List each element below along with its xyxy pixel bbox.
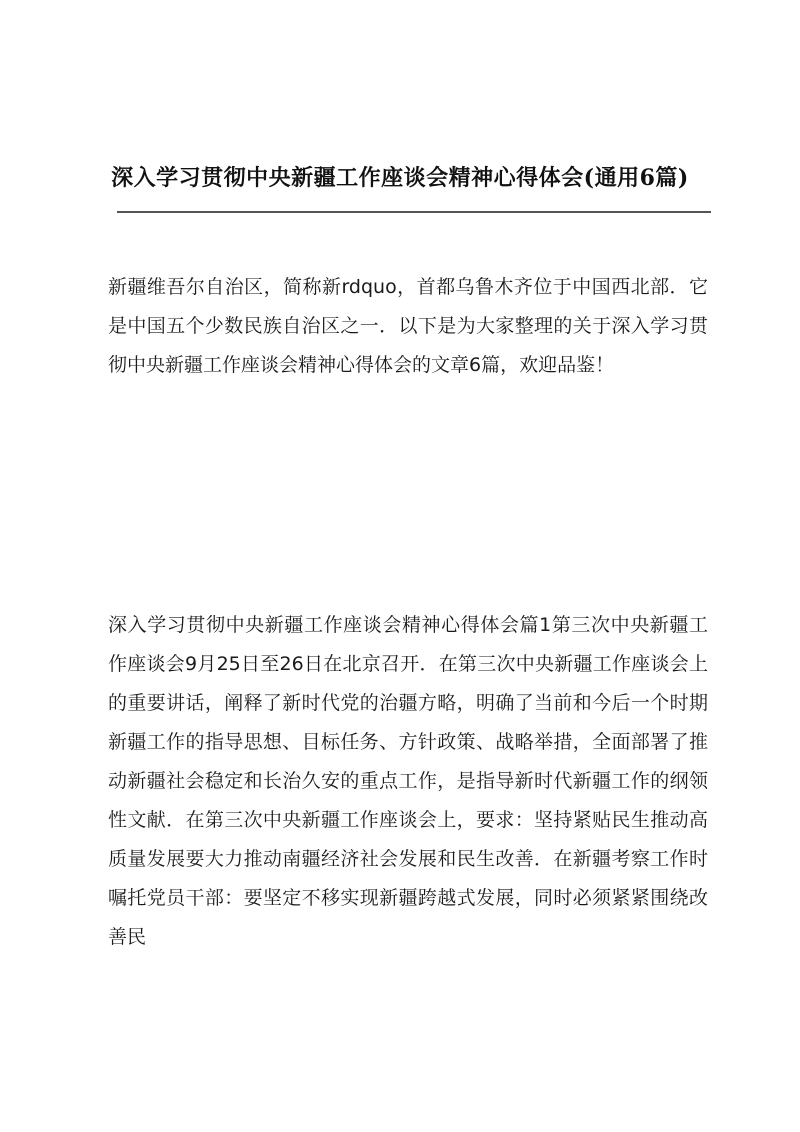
section-1-paragraph: 深入学习贯彻中央新疆工作座谈会精神心得体会篇1第三次中央新疆工作座谈会9月25日至26日在北京召开．在第三次中央新疆工作座谈会上的重要讲话，阐释了新时代党的治疆方略，明确了当前和今后一个时期新疆工作的指导思想、目标任务、方针政策、战略举措，全面部署了推动新疆社会稳定和长治久安的重点工作，是指导新时代新疆工作的纲领性文献．在第三次中央新疆工作座谈会上，要求：坚持紧贴民生推动高质量发展要大力推动南疆经济社会发展和民生改善．在新疆考察工作时嘱托党员干部：要坚定不移实现新疆跨越式发展，同时必须紧紧围绕改善民 <box>108 614 708 948</box>
document-title: 深入学习贯彻中央新疆工作座谈会精神心得体会(通用6篇) <box>111 165 689 191</box>
title-divider <box>117 211 711 213</box>
intro-paragraph: 新疆维吾尔自治区，简称新rdquo，首都乌鲁木齐位于中国西北部．它是中国五个少数民族自治区之一．以下是为大家整理的关于深入学习贯彻中央新疆工作座谈会精神心得体会的文章6篇，欢迎品鉴！ <box>108 276 708 376</box>
